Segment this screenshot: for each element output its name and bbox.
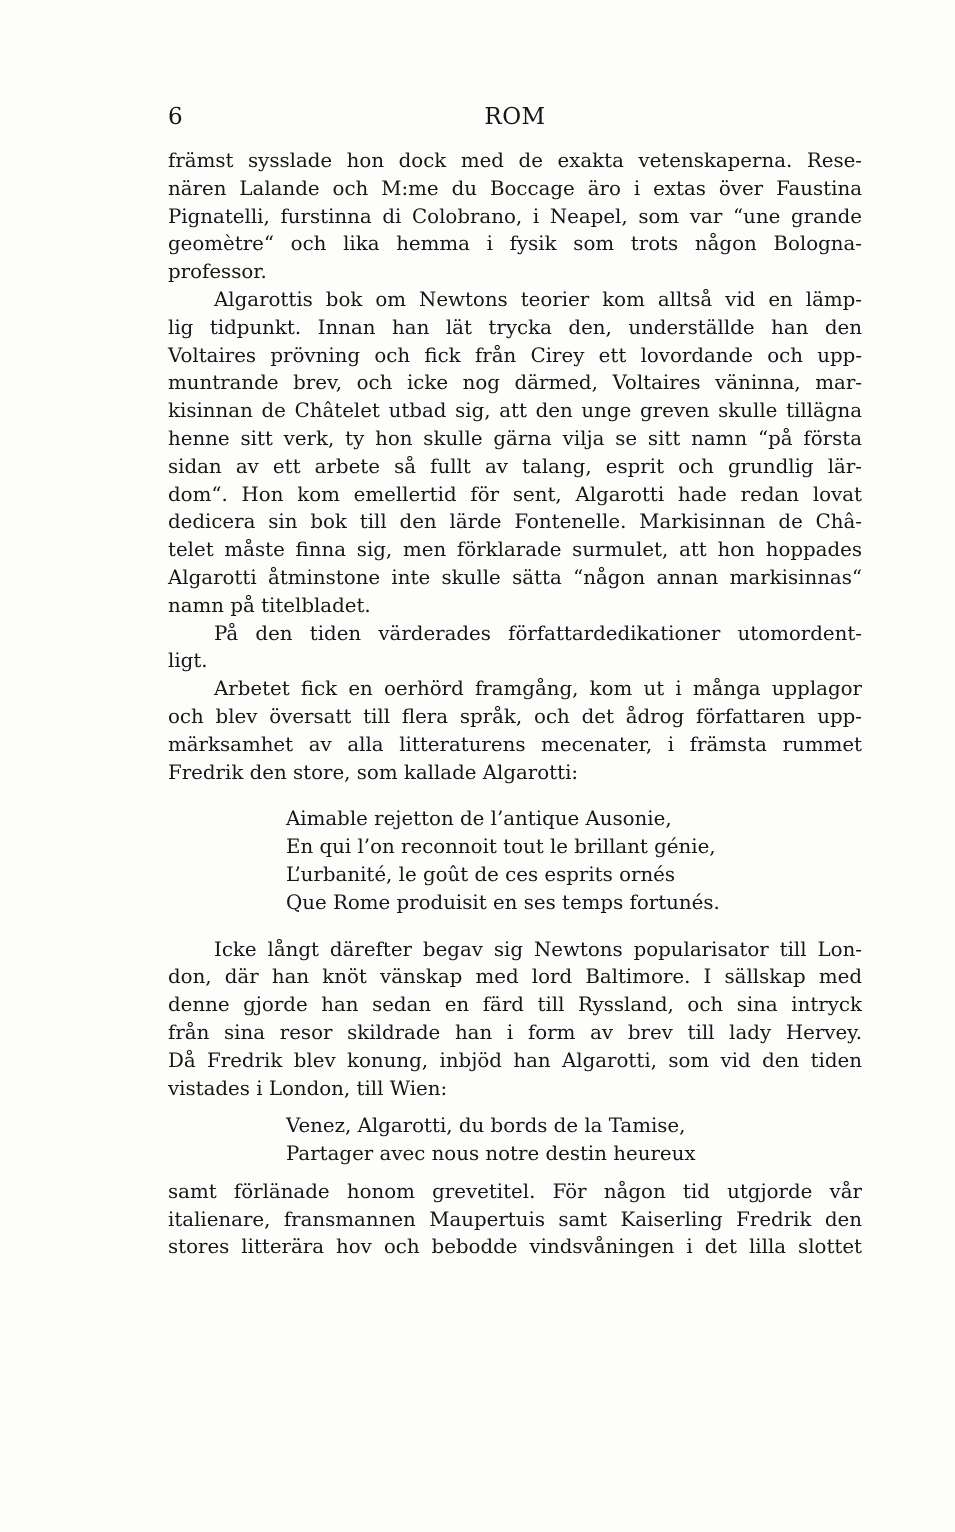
verse-line: Aimable rejetton de l’antique Ausonie,: [286, 807, 672, 831]
text-line: Pignatelli, furstinna di Colobrano, i Neapel, som var “une grande: [168, 204, 862, 228]
text-line: samt förlänade honom grevetitel. För någon tid utgjorde vår: [168, 1179, 862, 1203]
page-number: 6: [168, 104, 183, 130]
text-line: märksamhet av alla litteraturens mecenater, i främsta rummet: [168, 732, 862, 756]
text-line: ligt.: [168, 649, 208, 673]
text-line: lig tidpunkt. Innan han lät trycka den, underställde han den: [168, 315, 862, 339]
text-line: stores litterära hov och bebodde vindsvåningen i det lilla slottet: [168, 1235, 862, 1259]
text-line: främst sysslade hon dock med de exakta vetenskaperna. Rese-: [168, 149, 862, 172]
text-line: geomètre“ och lika hemma i fysik som trots någon Bologna-: [168, 232, 862, 256]
verse-line: Partager avec nous notre destin heureux: [286, 1142, 696, 1166]
paragraph: [168, 1178, 862, 1261]
verse-line: En qui l’on reconnoit tout le brillant génie,: [286, 835, 716, 859]
running-head: ROM: [484, 104, 546, 130]
text-line: och blev översatt till flera språk, och det ådrog författaren upp-: [168, 704, 862, 728]
paragraph: [168, 675, 862, 786]
text-line: sidan av ett arbete så fullt av talang, esprit och grundlig lär-: [168, 454, 862, 478]
text-line: På den tiden värderades författardedikationer utomordent-: [214, 621, 862, 645]
body-text: [168, 147, 862, 1261]
verse-line: Que Rome produisit en ses temps fortunés.: [286, 890, 720, 914]
text-line: Algarotti åtminstone inte skulle sätta “någon annan markisinnas“: [168, 565, 862, 589]
text-line: Voltaires prövning och fick från Cirey ett lovordande och upp-: [168, 343, 862, 367]
paragraph: [168, 620, 862, 676]
text-line: telet måste finna sig, men förklarade surmulet, att hon hoppades: [168, 538, 862, 562]
text-line: Då Fredrik blev konung, inbjöd han Algarotti, som vid den tiden: [168, 1048, 862, 1072]
text-line: henne sitt verk, ty hon skulle gärna vilja se sitt namn “på första: [168, 426, 862, 450]
page-header: [168, 104, 862, 136]
text-line: dedicera sin bok till den lärde Fontenelle. Markisinnan de Châ-: [168, 510, 862, 534]
text-line: från sina resor skildrade han i form av brev till lady Hervey.: [168, 1020, 862, 1044]
text-line: denne gjorde han sedan en färd till Ryssland, och sina intryck: [168, 993, 862, 1017]
text-line: Icke långt därefter begav sig Newtons popularisator till Lon-: [214, 937, 862, 961]
verse-line: Venez, Algarotti, du bords de la Tamise,: [286, 1114, 686, 1138]
paragraph: [168, 147, 862, 286]
text-line: dom“. Hon kom emellertid för sent, Algarotti hade redan lovat: [168, 482, 862, 506]
text-line: Fredrik den store, som kallade Algarotti:: [168, 760, 579, 784]
text-line: vistades i London, till Wien:: [168, 1076, 448, 1100]
text-line: muntrande brev, och icke nog därmed, Voltaires väninna, mar-: [168, 371, 862, 395]
text-line: Arbetet fick en oerhörd framgång, kom ut i många upplagor: [214, 677, 862, 701]
text-line: namn på titelbladet.: [168, 593, 371, 617]
verse-quote: [286, 805, 862, 916]
text-line: italienare, fransmannen Maupertuis samt Kaiserling Fredrik den: [168, 1207, 862, 1231]
text-line: don, där han knöt vänskap med lord Baltimore. I sällskap med: [168, 965, 862, 989]
verse-line: L’urbanité, le goût de ces esprits ornés: [286, 862, 676, 886]
text-line: Algarottis bok om Newtons teorier kom alltså vid en lämp-: [214, 287, 862, 311]
paragraph: [168, 936, 862, 1103]
text-line: kisinnan de Châtelet utbad sig, att den unge greven skulle tillägna: [168, 399, 862, 423]
text-line: professor.: [168, 260, 267, 284]
paragraph: [168, 286, 862, 620]
text-line: nären Lalande och M:me du Boccage äro i extas över Faustina: [168, 176, 862, 200]
verse-quote: [286, 1112, 862, 1168]
